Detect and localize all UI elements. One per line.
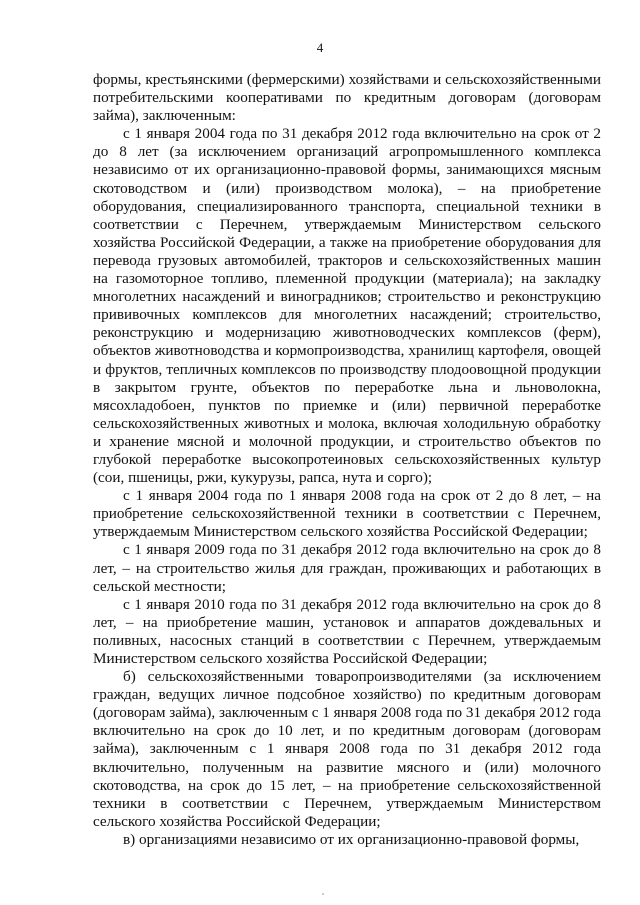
paragraph-subitem-v: в) организациями независимо от их организационно-правовой формы,: [123, 830, 580, 848]
paragraph-item-2004-2012: с 1 января 2004 года по 31 декабря 2012 года включительно на срок от 2 до 8 лет (за исключением организаций агропромышленного комплекса независимо от их организационно-правовой формы, занимающихся мясным скотоводством и (или) производством молока), – на приобретение оборудования, специализированного транспорта, специальной техники в соответствии с Перечнем, утверждаемым Министерством сельского хозяйства Российской Федерации, а также на приобретение оборудования для перевода грузовых автомобилей, тракторов и сельскохозяйственных машин на газомоторное топливо, племенной продукции (материала); на закладку многолетних насаждений и виноградников; строительство и реконструкцию прививочных комплексов для многолетних насаждений; строительство, реконструкцию и модернизацию животноводческих комплексов (ферм), объектов животноводства и кормопроизводства, хранилищ картофеля, овощей и фруктов, тепличных комплексов по производству плодоовощной продукции в закрытом грунте, объектов по переработке льна и льноволокна, мясохладобоен, пунктов по приемке и (или) первичной переработке сельскохозяйственных животных и молока, включая холодильную обработку и хранение мясной и молочной продукции, и строительство объектов по глубокой переработке высокопротеиновых сельскохозяйственных культур (сои, пшеницы, ржи, кукурузы, рапса, нута и сорго);: [93, 125, 601, 487]
scan-speck: [322, 893, 324, 895]
page-number: 4: [316, 40, 324, 55]
paragraph-item-2010-2012: с 1 января 2010 года по 31 декабря 2012 года включительно на срок до 8 лет, – на приобретение машин, установок и аппаратов дождевальных и поливных, насосных станций в соответствии с Перечнем, утверждаемым Министерством сельского хозяйства Российской Федерации;: [93, 595, 601, 667]
paragraph-item-2009-2012: с 1 января 2009 года по 31 декабря 2012 года включительно на срок до 8 лет, – на строительство жилья для граждан, проживающих и работающих в сельской местности;: [93, 541, 601, 595]
document-body: [93, 71, 601, 849]
paragraph-item-2004-2008: с 1 января 2004 года по 1 января 2008 года на срок от 2 до 8 лет, – на приобретение сельскохозяйственной техники в соответствии с Перечнем, утверждаемым Министерством сельского хозяйства Российской Федерации;: [93, 487, 601, 541]
paragraph-continuation: формы, крестьянскими (фермерскими) хозяйствами и сельскохозяйственными потребительскими кооперативами по кредитным договорам (договорам займа), заключенным:: [93, 71, 601, 125]
paragraph-subitem-b: б) сельскохозяйственными товаропроизводителями (за исключением граждан, ведущих личное подсобное хозяйство) по кредитным договорам (договорам займа), заключенным с 1 января 2008 года по 31 декабря 2012 года включительно на срок до 10 лет, и по кредитным договорам (договорам займа), заключенным с 1 января 2008 года по 31 декабря 2012 года включительно, полученным на развитие мясного и (или) молочного скотоводства, на срок до 15 лет, – на приобретение сельскохозяйственной техники в соответствии с Перечнем, утверждаемым Министерством сельского хозяйства Российской Федерации;: [93, 668, 601, 830]
